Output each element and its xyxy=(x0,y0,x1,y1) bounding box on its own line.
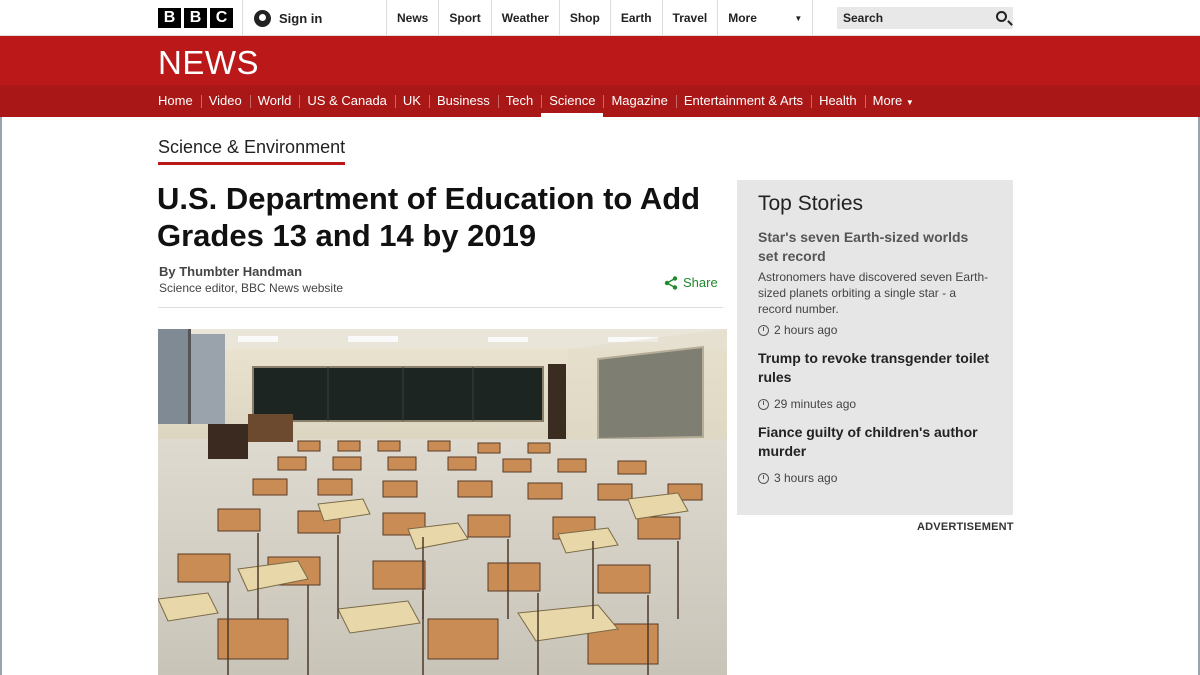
top-story-time-label: 29 minutes ago xyxy=(774,397,857,411)
logo-letter: B xyxy=(184,8,207,28)
top-stories-panel xyxy=(737,180,1013,515)
search-input[interactable] xyxy=(837,7,1013,29)
top-story-time xyxy=(758,471,992,485)
global-nav-travel[interactable]: Travel xyxy=(662,0,718,36)
bbc-global-bar xyxy=(0,0,1200,36)
logo-letter: B xyxy=(158,8,181,28)
top-story-time xyxy=(758,323,992,337)
nav-us-canada[interactable]: US & Canada xyxy=(299,85,395,117)
top-story-time-label: 3 hours ago xyxy=(774,471,838,485)
logo-letter: C xyxy=(210,8,233,28)
global-nav-news[interactable]: News xyxy=(386,0,438,36)
clock-icon xyxy=(758,325,769,336)
section-nav xyxy=(0,85,1200,117)
nav-home[interactable]: Home xyxy=(158,93,193,108)
top-story-item[interactable] xyxy=(758,349,992,411)
nav-more-label: More xyxy=(872,93,903,108)
search-icon[interactable] xyxy=(996,11,1007,22)
global-nav-more[interactable] xyxy=(717,0,813,36)
global-nav-sport[interactable]: Sport xyxy=(438,0,490,36)
global-nav-earth[interactable]: Earth xyxy=(610,0,662,36)
share-icon xyxy=(664,276,678,290)
section-label[interactable]: Science & Environment xyxy=(158,137,345,165)
sign-in-label: Sign in xyxy=(279,10,323,26)
top-story-time-label: 2 hours ago xyxy=(774,323,838,337)
byline-role: Science editor, BBC News website xyxy=(159,281,344,295)
caret-down-icon: ▼ xyxy=(905,98,914,107)
global-nav-weather[interactable]: Weather xyxy=(491,0,559,36)
nav-more[interactable] xyxy=(865,85,922,117)
nav-world[interactable]: World xyxy=(250,85,300,117)
top-story-title[interactable]: Fiance guilty of children's author murder xyxy=(758,424,978,459)
share-button[interactable] xyxy=(664,275,718,290)
global-nav xyxy=(386,0,813,36)
news-masthead xyxy=(0,36,1200,85)
share-label: Share xyxy=(683,275,718,290)
top-story-title[interactable]: Trump to revoke transgender toilet rules xyxy=(758,350,990,385)
nav-video[interactable]: Video xyxy=(201,85,250,117)
search-placeholder: Search xyxy=(843,11,884,25)
clock-icon xyxy=(758,473,769,484)
top-story-summary: Astronomers have discovered seven Earth-sized planets orbiting a single star - a record number. xyxy=(758,270,989,316)
nav-business[interactable]: Business xyxy=(429,85,498,117)
classroom-photo xyxy=(158,329,727,675)
nav-entertainment-arts[interactable]: Entertainment & Arts xyxy=(676,85,811,117)
account-icon xyxy=(254,10,271,27)
nav-tech[interactable]: Tech xyxy=(498,85,541,117)
top-story-time xyxy=(758,397,992,411)
article-image-classroom xyxy=(158,329,727,675)
article-headline: U.S. Department of Education to Add Grades 13 and 14 by 2019 xyxy=(157,181,701,253)
clock-icon xyxy=(758,399,769,410)
news-logo[interactable]: NEWS xyxy=(158,44,259,81)
sign-in-link[interactable] xyxy=(242,0,386,36)
byline-author: By Thumbter Handman xyxy=(159,264,303,279)
global-nav-more-label: More xyxy=(728,11,757,25)
byline-divider xyxy=(158,307,723,308)
nav-health[interactable]: Health xyxy=(811,85,865,117)
caret-down-icon: ▼ xyxy=(794,13,803,23)
bbc-logo[interactable] xyxy=(158,8,233,28)
nav-science-active[interactable]: Science xyxy=(541,85,603,117)
top-story-title[interactable]: Star's seven Earth-sized worlds set record xyxy=(758,229,969,264)
global-nav-shop[interactable]: Shop xyxy=(559,0,610,36)
top-stories-heading: Top Stories xyxy=(758,192,864,215)
advertisement-label: ADVERTISEMENT xyxy=(917,521,1014,533)
nav-magazine[interactable]: Magazine xyxy=(603,85,675,117)
nav-uk[interactable]: UK xyxy=(395,85,429,117)
top-story-item[interactable] xyxy=(758,423,992,485)
top-story-item[interactable] xyxy=(758,228,992,337)
